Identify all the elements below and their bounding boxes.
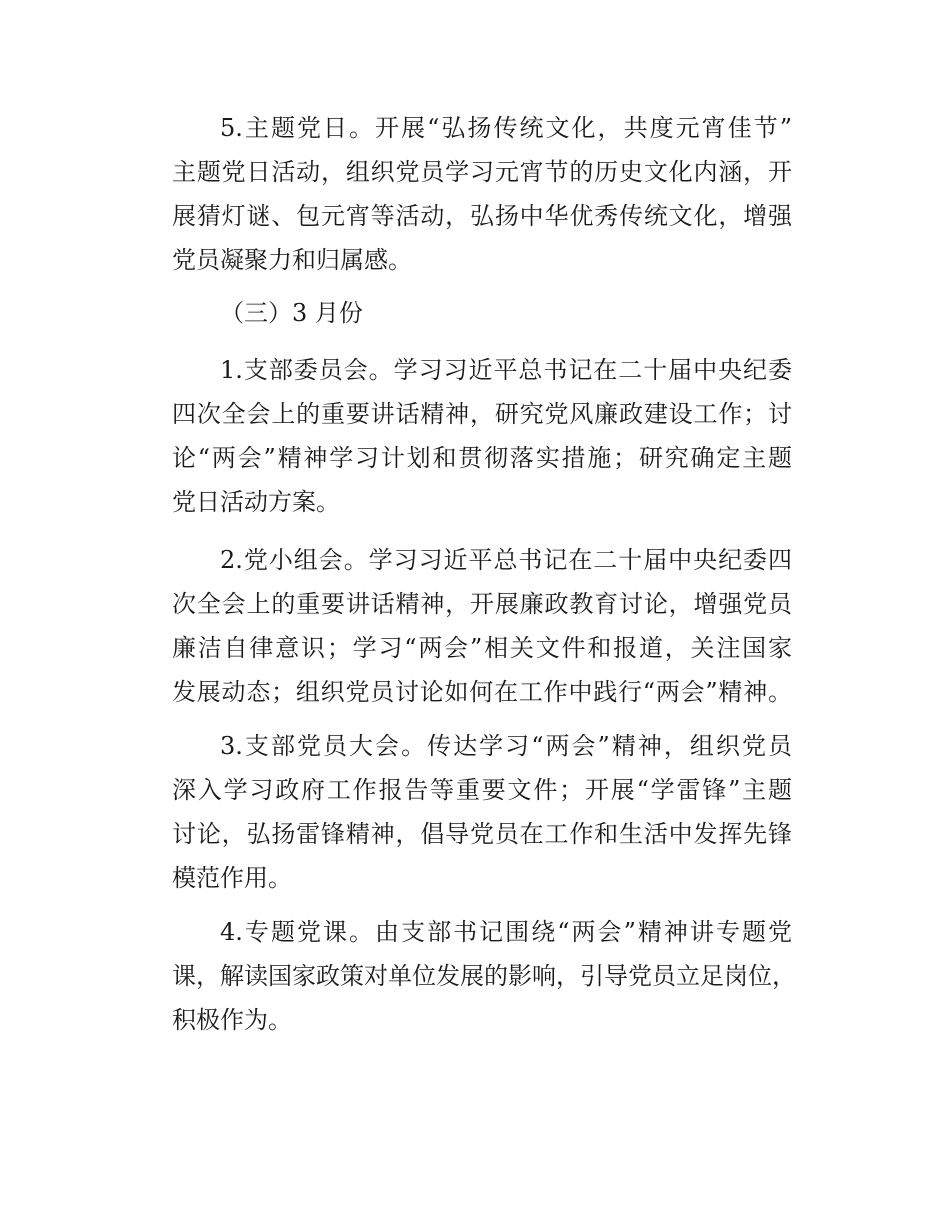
paragraph-line: 廉洁自律意识；学习“两会”相关文件和报道，关注国家 (172, 634, 792, 662)
paragraph-line: 展猜灯谜、包元宵等活动，弘扬中华优秀传统文化，增强 (172, 202, 792, 230)
paragraph-line: 四次全会上的重要讲话精神，研究党风廉政建设工作；讨 (172, 400, 792, 428)
paragraph-line: 深入学习政府工作报告等重要文件；开展“学雷锋”主题 (172, 776, 792, 804)
paragraph-line: 党员凝聚力和归属感。 (172, 246, 412, 274)
paragraph-line: 5.主题党日。开展“弘扬传统文化，共度元宵佳节” (220, 114, 792, 142)
paragraph-line: 课，解读国家政策对单位发展的影响，引导党员立足岗位， (172, 962, 796, 990)
paragraph-line: 主题党日活动，组织党员学习元宵节的历史文化内涵，开 (172, 158, 792, 186)
paragraph-line: 2.党小组会。学习习近平总书记在二十届中央纪委四 (220, 546, 792, 574)
paragraph-line: 论“两会”精神学习计划和贯彻落实措施；研究确定主题 (172, 444, 792, 472)
paragraph-line: 3.支部党员大会。传达学习“两会”精神，组织党员 (220, 732, 792, 760)
paragraph-line: 积极作为。 (172, 1006, 292, 1034)
paragraph-line: 党日活动方案。 (172, 488, 340, 516)
paragraph-line: 发展动态；组织党员讨论如何在工作中践行“两会”精神。 (172, 678, 792, 706)
paragraph-line: 讨论，弘扬雷锋精神，倡导党员在工作和生活中发挥先锋 (172, 820, 792, 848)
paragraph-line: 次全会上的重要讲话精神，开展廉政教育讨论，增强党员 (172, 590, 792, 618)
paragraph-line: 4.专题党课。由支部书记围绕“两会”精神讲专题党 (220, 918, 792, 946)
paragraph-line: 模范作用。 (172, 864, 292, 892)
paragraph-line: 1.支部委员会。学习习近平总书记在二十届中央纪委 (220, 356, 792, 384)
section-heading: （三）3 月份 (220, 299, 363, 327)
